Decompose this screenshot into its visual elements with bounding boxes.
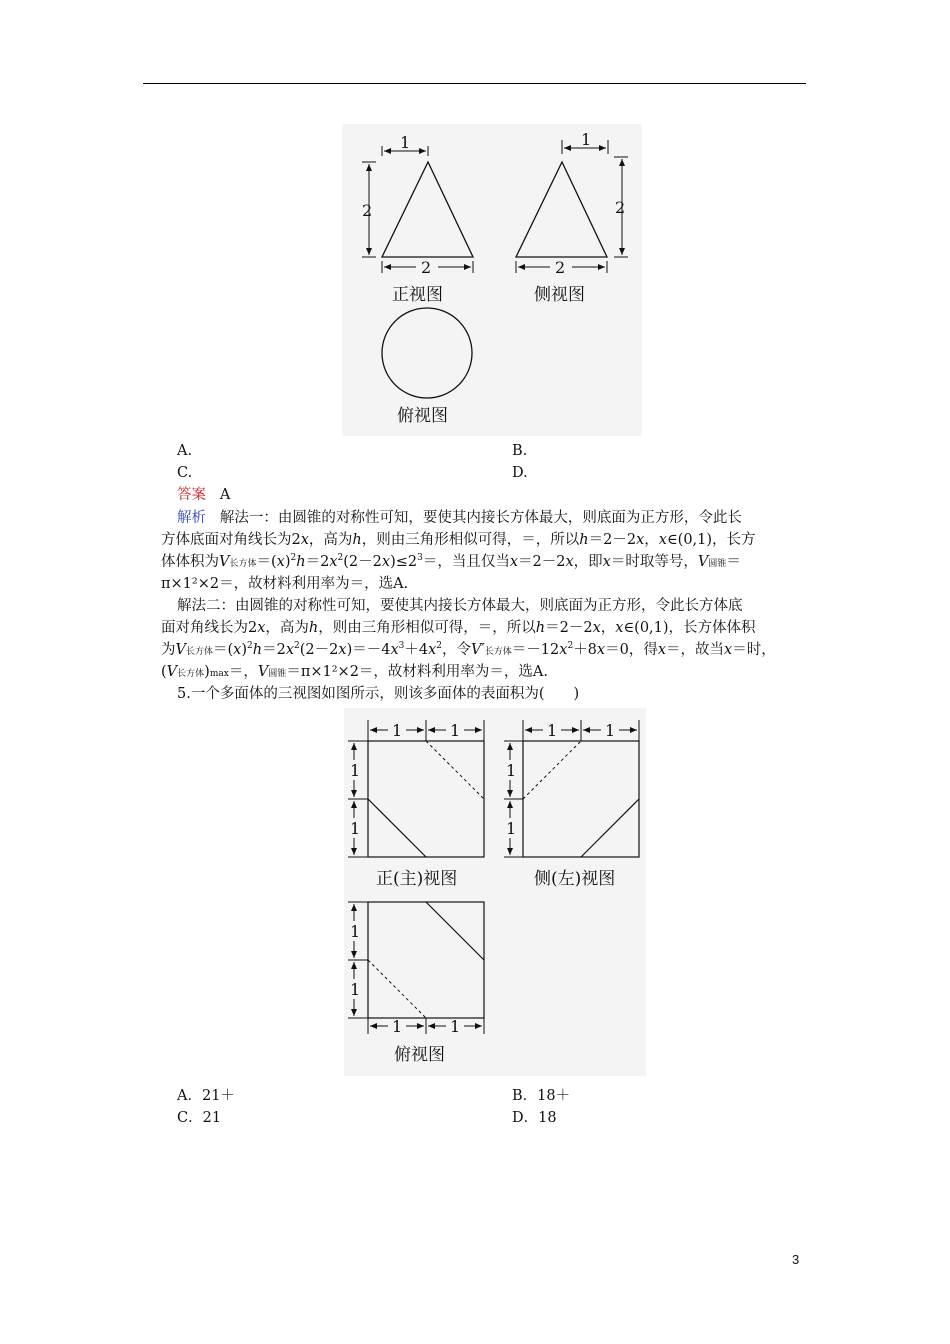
q5-option-c: C．21	[177, 1110, 222, 1126]
page-number: 3	[792, 1252, 800, 1267]
answer-label: 答案	[177, 487, 206, 503]
q4-option-d: D.	[512, 465, 528, 481]
svg-text:1: 1	[392, 1017, 403, 1036]
q5-stem: 5.一个多面体的三视图如图所示，则该多面体的表面积为( )	[177, 686, 580, 702]
svg-text:1: 1	[450, 1017, 461, 1036]
svg-text:1: 1	[350, 980, 361, 999]
side-bottom-dim: 2	[555, 258, 566, 277]
svg-text:1: 1	[605, 721, 616, 740]
q5-side-label: 侧(左)视图	[534, 869, 616, 889]
answer-line	[177, 485, 230, 505]
analysis-line-6: 面对角线长为2x，高为h，则由三角形相似可得，＝，所以h＝2－2x，x∈(0,1)，长方体体积	[161, 620, 756, 636]
analysis-line-1: 解析 解法一：由圆锥的对称性可知，要使其内接长方体最大，则底面为正方形，令此长	[177, 510, 742, 526]
front-view-triangle	[362, 133, 473, 305]
q5-top-label: 俯视图	[394, 1045, 445, 1065]
analysis-line-5: 解法二：由圆锥的对称性可知，要使其内接长方体最大，则底面为正方形，令此长方体底	[177, 598, 743, 614]
svg-text:1: 1	[506, 819, 517, 838]
front-top-dim: 1	[400, 133, 411, 152]
analysis-line-3: 体体积为V长方体$=(x)^2h=2x^2(2-2x)\le 2^3=$，当且仅当x＝2－2x，即x＝时取等号，V圆锥＝	[161, 553, 741, 570]
side-view-square	[504, 720, 639, 889]
analysis-line-4: π×1²×2＝，故材料利用率为＝，选A.	[161, 576, 409, 592]
q4-option-a: A.	[177, 443, 193, 459]
side-right-dim: 2	[615, 198, 626, 217]
front-left-dim: 2	[362, 201, 373, 220]
svg-text:1: 1	[392, 721, 403, 740]
side-top-dim: 1	[581, 130, 592, 149]
svg-text:1: 1	[450, 721, 461, 740]
figure-cone-three-views	[342, 124, 642, 436]
q5-front-label: 正(主)视图	[376, 869, 458, 889]
analysis-label: 解析	[177, 510, 206, 526]
front-bottom-dim: 2	[421, 258, 432, 277]
side-view-triangle	[516, 130, 628, 305]
top-view-circle	[382, 308, 472, 426]
analysis-line-7: 为V长方体$=(x)^2h=2x^2(2-2x)=-4x^3+4x^2$，令V′长方体$=-12x^2+8x=0$，得x＝，故当x＝时，	[161, 641, 776, 658]
top-view-square	[348, 902, 484, 1065]
q4-option-c: C.	[177, 465, 193, 481]
svg-text:1: 1	[350, 761, 361, 780]
header-rule	[143, 83, 806, 84]
analysis-line-8: (V长方体)max＝，V圆锥＝π×1²×2＝，故材料利用率为＝，选A.	[161, 664, 548, 680]
side-view-label: 侧视图	[534, 285, 585, 305]
q5-option-d: D．18	[512, 1110, 557, 1126]
q5-option-a: A．21＋	[177, 1088, 235, 1104]
analysis-line-2: 方体底面对角线长为2x，高为h，则由三角形相似可得，＝，所以h＝2－2x，x∈(0,1)，长方	[161, 532, 756, 548]
answer-value: A	[219, 487, 231, 503]
top-view-label: 俯视图	[397, 406, 448, 426]
svg-text:1: 1	[350, 922, 361, 941]
svg-text:1: 1	[506, 761, 517, 780]
figure-polyhedron-three-views	[344, 708, 646, 1076]
q5-option-b: B．18＋	[512, 1088, 571, 1104]
q4-option-b: B.	[512, 443, 528, 459]
svg-text:1: 1	[350, 819, 361, 838]
front-view-label: 正视图	[392, 285, 443, 305]
front-view-square	[348, 720, 484, 889]
svg-text:1: 1	[547, 721, 558, 740]
